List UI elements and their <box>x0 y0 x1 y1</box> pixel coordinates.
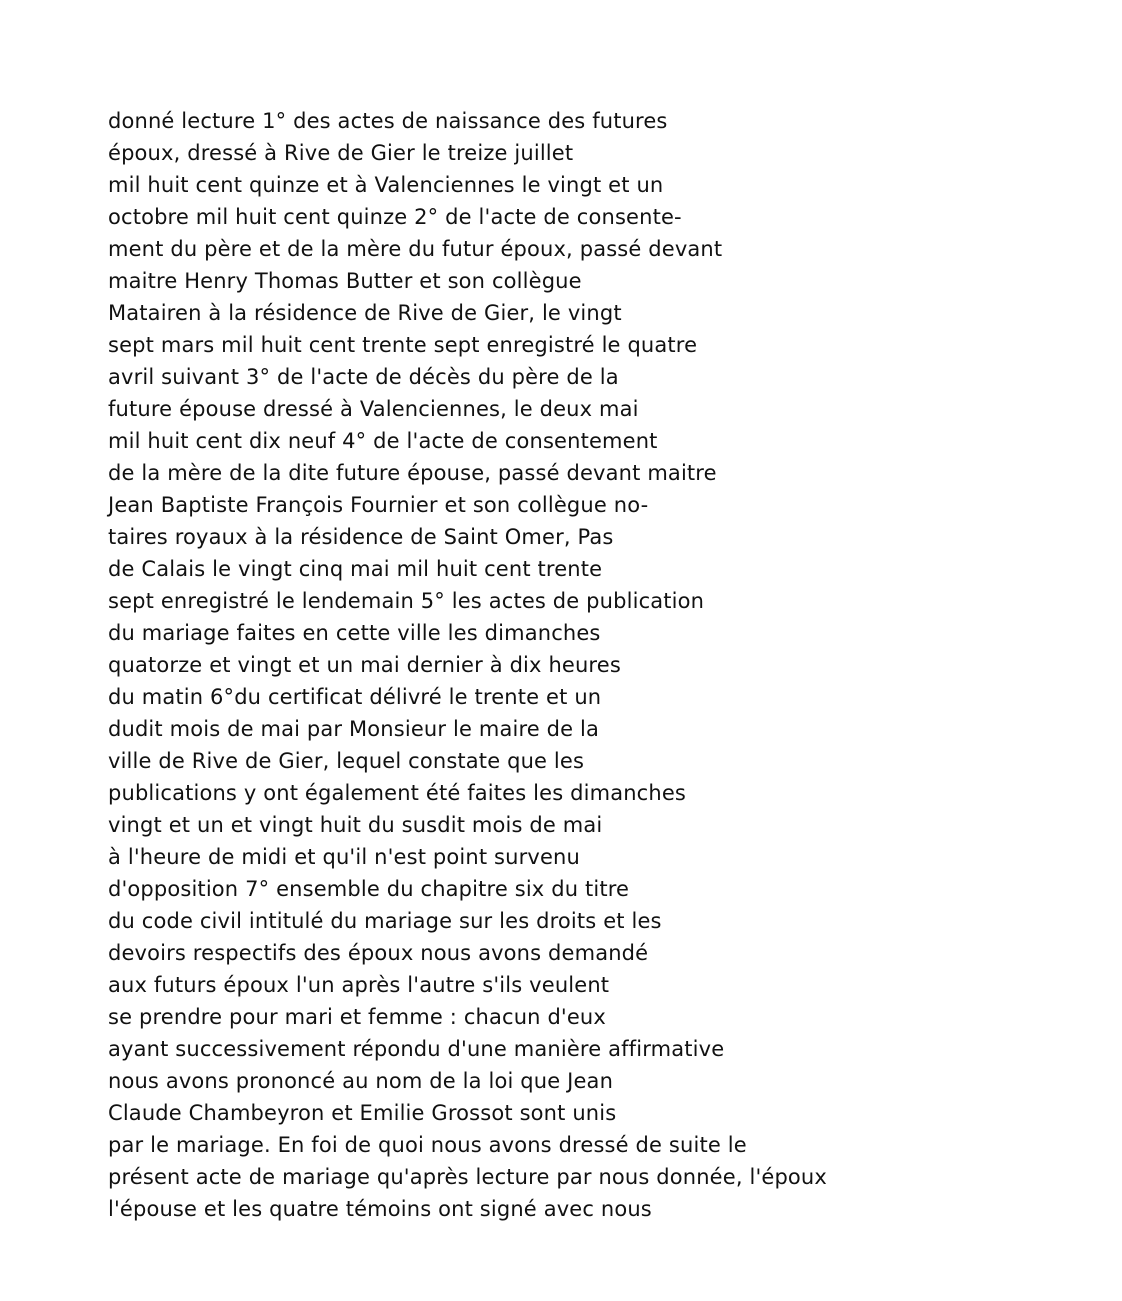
text-line-22: publications y ont également été faites les dimanches <box>108 781 686 805</box>
text-line-13: Jean Baptiste François Fournier et son collègue no- <box>108 493 649 517</box>
text-line-9: avril suivant 3° de l'acte de décès du père de la <box>108 365 619 389</box>
text-line-28: aux futurs époux l'un après l'autre s'ils veulent <box>108 973 610 997</box>
text-line-33: par le mariage. En foi de quoi nous avons dressé de suite le <box>108 1133 747 1157</box>
text-line-35: l'épouse et les quatre témoins ont signé avec nous <box>108 1197 652 1221</box>
text-line-31: nous avons prononcé au nom de la loi que Jean <box>108 1069 614 1093</box>
text-line-30: ayant successivement répondu d'une manière affirmative <box>108 1037 725 1061</box>
text-line-6: maitre Henry Thomas Butter et son collègue <box>108 269 582 293</box>
text-line-8: sept mars mil huit cent trente sept enregistré le quatre <box>108 333 698 357</box>
text-line-4: octobre mil huit cent quinze 2° de l'acte de consente- <box>108 205 682 229</box>
text-line-1: donné lecture 1° des actes de naissance des futures <box>108 109 668 133</box>
text-line-17: du mariage faites en cette ville les dimanches <box>108 621 601 645</box>
text-line-12: de la mère de la dite future épouse, passé devant maitre <box>108 461 717 485</box>
text-line-18: quatorze et vingt et un mai dernier à dix heures <box>108 653 621 677</box>
text-line-32: Claude Chambeyron et Emilie Grossot sont unis <box>108 1101 617 1125</box>
text-line-20: dudit mois de mai par Monsieur le maire de la <box>108 717 600 741</box>
text-line-26: du code civil intitulé du mariage sur les droits et les <box>108 909 662 933</box>
text-line-23: vingt et un et vingt huit du susdit mois de mai <box>108 813 603 837</box>
text-line-15: de Calais le vingt cinq mai mil huit cent trente <box>108 557 603 581</box>
text-line-2: époux, dressé à Rive de Gier le treize juillet <box>108 141 574 165</box>
text-line-27: devoirs respectifs des époux nous avons demandé <box>108 941 649 965</box>
text-line-14: taires royaux à la résidence de Saint Omer, Pas <box>108 525 614 549</box>
text-line-16: sept enregistré le lendemain 5° les actes de publication <box>108 589 705 613</box>
text-line-21: ville de Rive de Gier, lequel constate que les <box>108 749 585 773</box>
text-line-34: présent acte de mariage qu'après lecture par nous donnée, l'époux <box>108 1165 827 1189</box>
text-line-3: mil huit cent quinze et à Valenciennes le vingt et un <box>108 173 664 197</box>
text-line-11: mil huit cent dix neuf 4° de l'acte de consentement <box>108 429 658 453</box>
text-line-29: se prendre pour mari et femme : chacun d'eux <box>108 1005 606 1029</box>
text-line-19: du matin 6°du certificat délivré le trente et un <box>108 685 602 709</box>
text-line-24: à l'heure de midi et qu'il n'est point survenu <box>108 845 580 869</box>
text-line-25: d'opposition 7° ensemble du chapitre six du titre <box>108 877 630 901</box>
text-line-7: Matairen à la résidence de Rive de Gier, le vingt <box>108 301 622 325</box>
transcription-text <box>108 105 1068 1225</box>
text-line-10: future épouse dressé à Valenciennes, le deux mai <box>108 397 639 421</box>
text-line-5: ment du père et de la mère du futur époux, passé devant <box>108 237 723 261</box>
